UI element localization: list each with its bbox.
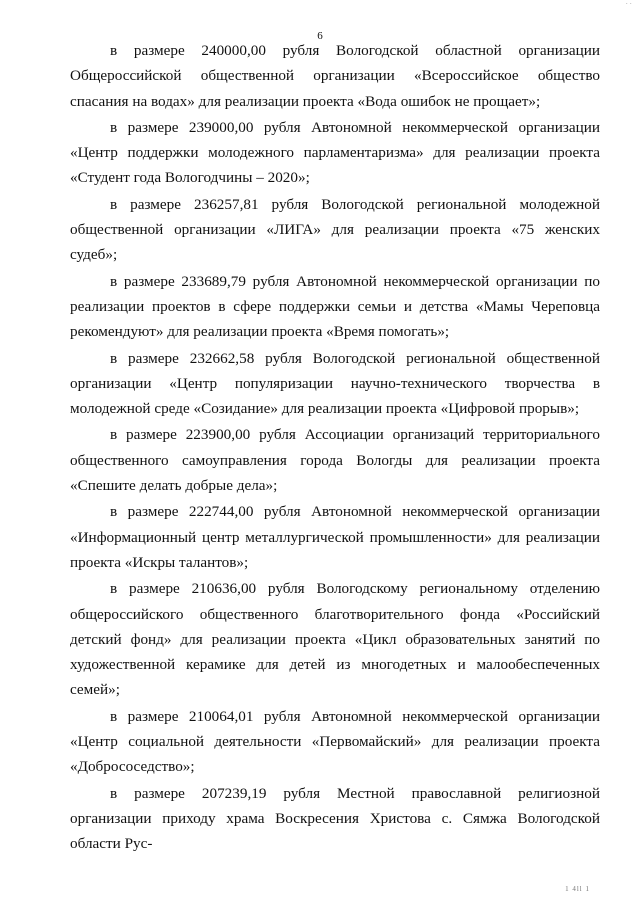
paragraph: в размере 232662,58 рубля Вологодской региональной общественной организации «Центр популяризации научно-технического творчества в молодежной среде «Созидание» для реализации проекта «Цифровой прорыв»; — [70, 349, 600, 418]
document-body — [70, 38, 600, 858]
paragraph: в размере 222744,00 рубля Автономной некоммерческой организации «Информационный центр металлургической промышленности» для реализации проекта «Искры талантов»; — [70, 503, 600, 571]
corner-mark: · · — [625, 0, 632, 8]
paragraph: в размере 233689,79 рубля Автономной некоммерческой организации по реализации проектов в сфере поддержки семьи и детства «Мамы Череповца рекомендуют» для реализации проекта «Время помогать»; — [70, 272, 600, 341]
paragraph: в размере 236257,81 рубля Вологодской региональной молодежной общественной организации «ЛИГА» для реализации проекта «75 женских судеб»; — [70, 195, 600, 264]
page-number: 6 — [317, 30, 323, 42]
paragraph: в размере 207239,19 рубля Местной православной религиозной организации приходу храма Воскресения Христова с. Сямжа Вологодской области Рус- — [70, 784, 600, 853]
paragraph: в размере 239000,00 рубля Автономной некоммерческой организации «Центр поддержки молодежного парламентаризма» для реализации проекта «Студент года Вологодчины – 2020»; — [70, 118, 600, 187]
paragraph: в размере 223900,00 рубля Ассоциации организаций территориального общественного самоуправления города Вологды для реализации проекта «Спешите делать добрые дела»; — [70, 426, 600, 495]
paragraph: в размере 210636,00 рубля Вологодскому региональному отделению общероссийского общественного благотворительного фонда «Российский детский фонд» для реализации проекта «Цикл образовательных занятий по художественной керамике для детей из многодетных и малообеспеченных семей»; — [70, 580, 600, 699]
paragraph: в размере 240000,00 рубля Вологодской областной организации Общероссийской общественной организации «Всероссийское общество спасания на водах» для реализации проекта «Вода ошибок не прощает»; — [70, 42, 600, 110]
paragraph: в размере 210064,01 рубля Автономной некоммерческой организации «Центр социальной деятельности «Первомайский» для реализации проекта «Добрососедство»; — [70, 707, 600, 776]
footer-mark: 1 4ll 1 — [565, 885, 590, 893]
